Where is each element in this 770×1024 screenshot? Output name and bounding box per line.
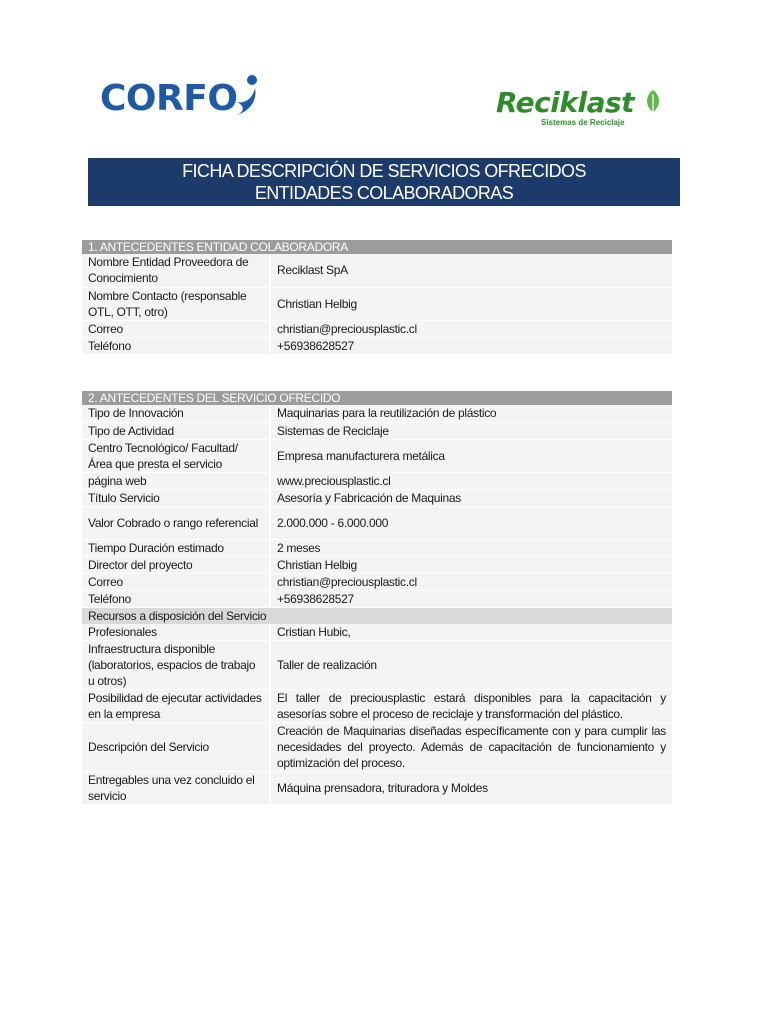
section-entidad-table — [82, 240, 672, 355]
field-value: Maquinarias para la reutilización de plástico — [270, 405, 672, 422]
field-value: Reciklast SpA — [270, 254, 672, 287]
field-label: Descripción del Servicio — [82, 723, 270, 772]
corfo-logo-text: CORFO — [100, 77, 238, 119]
field-value: www.preciousplastic.cl — [270, 472, 672, 489]
field-label: Entregables una vez concluido el servicio — [82, 772, 270, 805]
reciklast-logo-text: Reciklast — [496, 86, 635, 119]
field-value: Asesoría y Fabricación de Maquinas — [270, 489, 672, 506]
field-value: 2 meses — [270, 539, 672, 556]
field-value: Taller de realización — [270, 641, 672, 690]
field-value: Sistemas de Reciclaje — [270, 422, 672, 439]
section2-header: 2. ANTECEDENTES DEL SERVICIO OFRECIDO — [82, 391, 672, 405]
corfo-figure-icon — [231, 72, 261, 124]
field-label: Director del proyecto — [82, 556, 270, 573]
field-value: Creación de Maquinarias diseñadas específicamente con y para cumplir las necesidades del proyecto. Además de capacitación de funcionamiento y optimización del proceso. — [270, 723, 672, 772]
field-label: Posibilidad de ejecutar actividades en la empresa — [82, 690, 270, 723]
banner-title-line1: FICHA DESCRIPCIÓN DE SERVICIOS OFRECIDOS — [182, 161, 586, 181]
field-label: Correo — [82, 320, 270, 337]
field-label: Correo — [82, 573, 270, 590]
banner-title-line2: ENTIDADES COLABORADORAS — [254, 183, 514, 203]
section1-header: 1. ANTECEDENTES ENTIDAD COLABORADORA — [82, 240, 672, 254]
field-value: Máquina prensadora, trituradora y Moldes — [270, 772, 672, 805]
field-value: 2.000.000 - 6.000.000 — [270, 506, 672, 539]
field-value: Empresa manufacturera metálica — [270, 439, 672, 472]
title-banner — [88, 158, 680, 206]
field-value: +56938628527 — [270, 590, 672, 607]
field-value: Christian Helbig — [270, 287, 672, 320]
section-servicio-table — [82, 391, 672, 805]
field-label: Profesionales — [82, 624, 270, 641]
field-value: christian@preciousplastic.cl — [270, 573, 672, 590]
field-label: Valor Cobrado o rango referencial — [82, 506, 270, 539]
field-value: Cristian Hubic, — [270, 624, 672, 641]
field-label: Tiempo Duración estimado — [82, 539, 270, 556]
field-label: Teléfono — [82, 337, 270, 354]
field-value: christian@preciousplastic.cl — [270, 320, 672, 337]
reciklast-tagline: Sistemas de Reciclaje — [541, 118, 625, 127]
field-label: Título Servicio — [82, 489, 270, 506]
leaf-icon — [644, 88, 662, 114]
field-value: +56938628527 — [270, 337, 672, 354]
reciklast-logo — [496, 86, 666, 130]
field-value: El taller de preciousplastic estará disponibles para la capacitación y asesorías sobre el proceso de reciclaje y transformación del plástico. — [270, 690, 672, 723]
field-label: Nombre Contacto (responsable OTL, OTT, otro) — [82, 287, 270, 320]
field-label: Teléfono — [82, 590, 270, 607]
field-label: Tipo de Actividad — [82, 422, 270, 439]
field-label: página web — [82, 472, 270, 489]
field-label: Tipo de Innovación — [82, 405, 270, 422]
field-label: Centro Tecnológico/ Facultad/ Área que presta el servicio — [82, 439, 270, 472]
field-value: Christian Helbig — [270, 556, 672, 573]
resources-subheader: Recursos a disposición del Servicio — [82, 607, 672, 624]
field-label: Nombre Entidad Proveedora de Conocimiento — [82, 254, 270, 287]
field-label: Infraestructura disponible (laboratorios, espacios de trabajo u otros) — [82, 641, 270, 690]
corfo-logo — [100, 72, 261, 124]
